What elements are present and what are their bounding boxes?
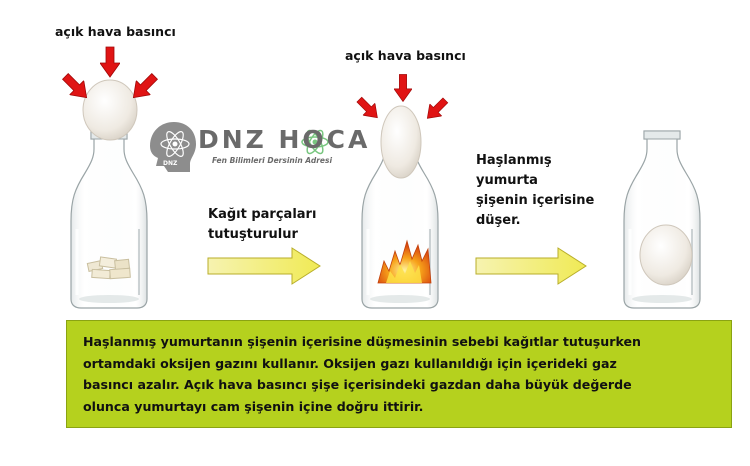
step2-line-3: şişenin içerisine <box>476 193 595 208</box>
pressure-label-middle: açık hava basıncı <box>345 48 466 63</box>
pressure-label-left: açık hava basıncı <box>55 24 176 39</box>
bottle-2 <box>362 106 438 308</box>
process-arrow-1 <box>208 248 320 284</box>
logo-badge: DNZ <box>163 160 178 167</box>
step2-line-1: Haşlanmış <box>476 153 552 168</box>
step1-line-2: tutuşturulur <box>208 227 298 242</box>
logo-subtitle: Fen Bilimleri Dersinin Adresi <box>212 156 333 165</box>
explanation-line-1: Haşlanmış yumurtanın şişenin içerisine düşmesinin sebebi kağıtlar tutuşurken <box>83 334 642 349</box>
explanation-line-4: olunca yumurtayı cam şişenin içine doğru ittirir. <box>83 398 424 414</box>
step2-line-2: yumurta <box>476 173 538 188</box>
process-arrow-2 <box>476 248 586 284</box>
explanation-line-2: ortamdaki oksijen gazını kullanır. Oksijen gazı kullanıldığı için içerideki gaz <box>83 355 617 371</box>
explanation-panel <box>66 320 732 428</box>
step1-label <box>208 205 316 245</box>
explanation-line-3: basıncı azalır. Açık hava basıncı şişe içerisindeki gazdan daha büyük değerde <box>83 377 632 392</box>
step2-label <box>476 151 594 231</box>
egg-inside-bottle <box>640 225 692 285</box>
egg-in-neck <box>381 106 421 178</box>
bottle-3 <box>624 131 700 308</box>
step1-line-1: Kağıt parçaları <box>208 207 317 222</box>
step2-line-4: düşer. <box>476 213 521 228</box>
bottle-1 <box>71 80 147 308</box>
logo-title: DNZ HOCA <box>198 125 371 154</box>
egg-on-bottle <box>83 80 137 140</box>
